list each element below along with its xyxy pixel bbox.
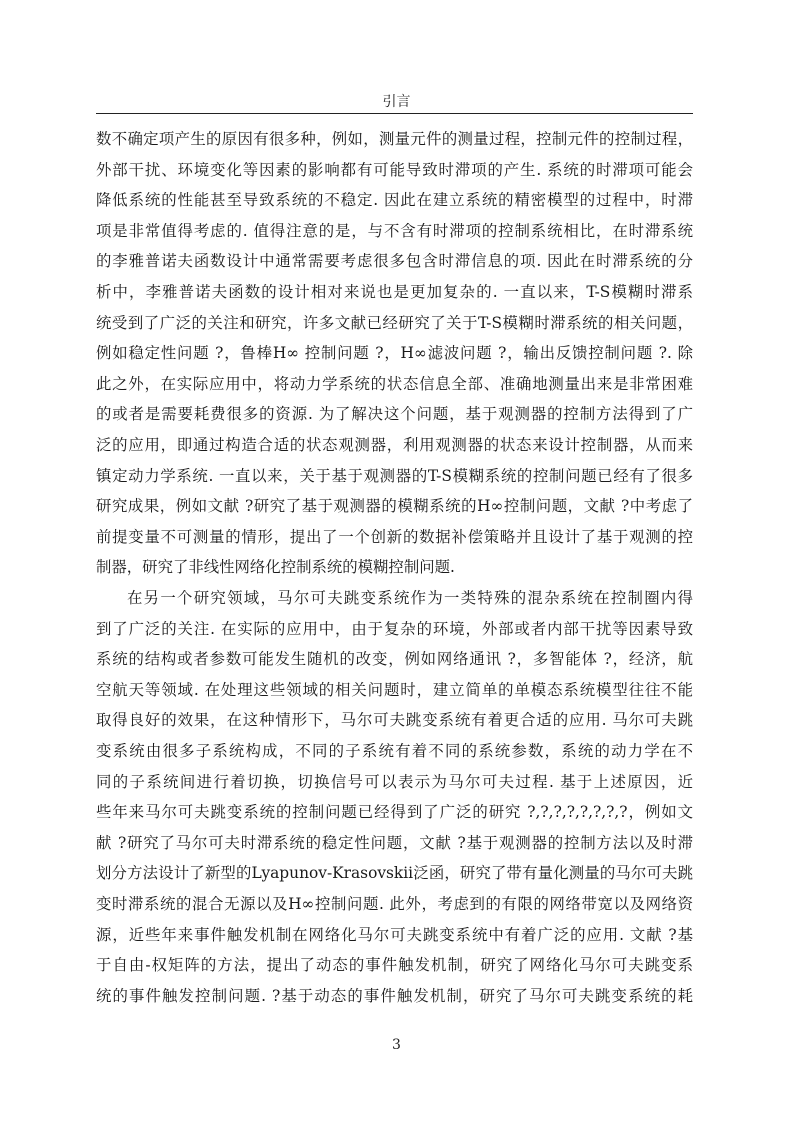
text-line: 此之外，在实际应用中，将动力学系统的状态信息全部、准确地测量出来是非常困难 bbox=[96, 374, 693, 393]
text-line: 析中，李雅普诺夫函数的设计相对来说也是更加复杂的. 一直以来，T-S模糊时滞系 bbox=[96, 282, 693, 301]
page-number: 3 bbox=[392, 1037, 401, 1053]
text-line: 系统的结构或者参数可能发生随机的改变，例如网络通讯 ?，多智能体 ?，经济，航 bbox=[96, 650, 693, 669]
text-line: 空航天等领域. 在处理这些领域的相关问题时，建立简单的单模态系统模型往往不能 bbox=[96, 680, 693, 699]
text-line: 同的子系统间进行着切换，切换信号可以表示为马尔可夫过程. 基于上述原因，近 bbox=[96, 772, 693, 791]
text-line: 些年来马尔可夫跳变系统的控制问题已经得到了广泛的研究 ?,?,?,?,?,?,?,?，例如文 bbox=[96, 803, 693, 822]
text-line: 制器，研究了非线性网络化控制系统的模糊控制问题. bbox=[96, 558, 455, 577]
text-line: 源，近些年来事件触发机制在网络化马尔可夫跳变系统中有着广泛的应用. 文献 ?基 bbox=[96, 925, 693, 944]
text-line: 统的事件触发控制问题. ?基于动态的事件触发机制，研究了马尔可夫跳变系统的耗 bbox=[96, 986, 693, 1005]
paragraph-2 bbox=[96, 583, 693, 1011]
text-line: 数不确定项产生的原因有很多种，例如，测量元件的测量过程，控制元件的控制过程， bbox=[96, 130, 693, 148]
text-line: 到了广泛的关注. 在实际的应用中，由于复杂的环境，外部或者内部干扰等因素导致 bbox=[96, 619, 693, 638]
text-line: 例如稳定性问题 ?，鲁棒H∞ 控制问题 ?，H∞滤波问题 ?，输出反馈控制问题 ?. 除 bbox=[96, 344, 693, 363]
text-line: 研究成果，例如文献 ?研究了基于观测器的模糊系统的H∞控制问题，文献 ?中考虑了 bbox=[96, 497, 693, 516]
header-rule bbox=[96, 113, 693, 114]
text-line: 镇定动力学系统. 一直以来，关于基于观测器的T-S模糊系统的控制问题已经有了很多 bbox=[96, 466, 693, 485]
text-line: 取得良好的效果，在这种情形下，马尔可夫跳变系统有着更合适的应用. 马尔可夫跳 bbox=[96, 711, 693, 730]
text-line: 在另一个研究领域，马尔可夫跳变系统作为一类特殊的混杂系统在控制圈内得 bbox=[127, 589, 693, 607]
text-line: 降低系统的性能甚至导致系统的不稳定. 因此在建立系统的精密模型的过程中，时滞 bbox=[96, 191, 693, 210]
running-header: 引言 bbox=[382, 94, 411, 110]
text-line: 外部干扰、环境变化等因素的影响都有可能导致时滞项的产生. 系统的时滞项可能会 bbox=[96, 160, 693, 179]
text-line: 献 ?研究了马尔可夫时滞系统的稳定性问题，文献 ?基于观测器的控制方法以及时滞 bbox=[96, 833, 693, 852]
text-line: 泛的应用，即通过构造合适的状态观测器，利用观测器的状态来设计控制器，从而来 bbox=[96, 435, 693, 454]
text-line: 统受到了广泛的关注和研究，许多文献已经研究了关于T-S模糊时滞系统的相关问题， bbox=[96, 313, 693, 332]
text-line: 的或者是需要耗费很多的资源. 为了解决这个问题，基于观测器的控制方法得到了广 bbox=[96, 405, 693, 424]
text-line: 变时滞系统的混合无源以及H∞控制问题. 此外，考虑到的有限的网络带宽以及网络资 bbox=[96, 894, 693, 913]
text-line: 项是非常值得考虑的. 值得注意的是，与不含有时滞项的控制系统相比，在时滞系统 bbox=[96, 221, 693, 240]
text-line: 于自由-权矩阵的方法，提出了动态的事件触发机制，研究了网络化马尔可夫跳变系 bbox=[96, 956, 693, 975]
text-line: 变系统由很多子系统构成，不同的子系统有着不同的系统参数，系统的动力学在不 bbox=[96, 741, 693, 760]
text-line: 的李雅普诺夫函数设计中通常需要考虑很多包含时滞信息的项. 因此在时滞系统的分 bbox=[96, 252, 693, 271]
text-line: 划分方法设计了新型的Lyapunov-Krasovskii泛函，研究了带有量化测量的马尔可夫跳 bbox=[96, 864, 693, 883]
text-line: 前提变量不可测量的情形，提出了一个创新的数据补偿策略并且设计了基于观测的控 bbox=[96, 527, 693, 546]
paragraph-1 bbox=[96, 124, 693, 583]
